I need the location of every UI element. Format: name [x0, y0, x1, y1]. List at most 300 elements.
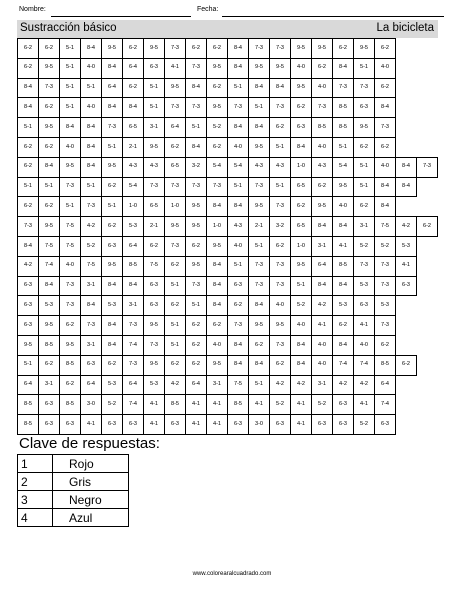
grid-cell: 5-3: [123, 217, 144, 237]
grid-cell: 3-1: [81, 276, 102, 296]
grid-cell: 4-1: [165, 58, 186, 78]
grid-cell: 9-5: [333, 177, 354, 197]
grid-cell: 5-3: [375, 296, 396, 316]
grid-cell: 9-5: [39, 217, 60, 237]
grid-cell: 4-0: [312, 137, 333, 157]
grid-row: [18, 276, 438, 296]
grid-cell: 6-5: [123, 118, 144, 138]
grid-cell: 5-3: [102, 296, 123, 316]
grid-cell: 3-2: [270, 217, 291, 237]
grid-cell: 9-5: [249, 197, 270, 217]
grid-cell: 4-1: [291, 415, 312, 435]
grid-cell: 8-4: [312, 276, 333, 296]
grid-cell: 6-3: [39, 395, 60, 415]
grid-cell: 4-3: [228, 217, 249, 237]
grid-cell: 7-3: [186, 58, 207, 78]
grid-row: [18, 118, 438, 138]
grid-cell: 6-5: [291, 217, 312, 237]
grid-cell: 3-1: [144, 118, 165, 138]
grid-cell: 5-2: [375, 236, 396, 256]
grid-cell: 5-1: [144, 78, 165, 98]
grid-cell: 8-4: [333, 58, 354, 78]
grid-cell: 7-3: [270, 335, 291, 355]
grid-cell: 7-3: [39, 78, 60, 98]
grid-cell: 9-5: [60, 335, 81, 355]
grid-cell: 6-2: [312, 58, 333, 78]
grid-cell: 7-3: [102, 118, 123, 138]
grid-cell: 4-3: [144, 157, 165, 177]
grid-cell: 5-1: [60, 98, 81, 118]
grid-cell: 7-3: [81, 197, 102, 217]
grid-cell: 6-3: [144, 276, 165, 296]
grid-cell: 3-1: [312, 375, 333, 395]
grid-cell: 8-4: [291, 335, 312, 355]
grid-cell: 8-4: [312, 217, 333, 237]
name-line: [51, 16, 191, 17]
answer-key-color: Negro: [53, 491, 129, 509]
grid-cell: 6-2: [270, 118, 291, 138]
grid-cell: 6-2: [249, 335, 270, 355]
grid-cell: 5-1: [18, 118, 39, 138]
subtraction-grid: [17, 38, 438, 435]
grid-cell: 6-2: [186, 39, 207, 59]
grid-cell: 5-1: [60, 78, 81, 98]
grid-cell: 8-4: [375, 98, 396, 118]
grid-cell: 4-2: [270, 375, 291, 395]
grid-cell: 6-3: [354, 98, 375, 118]
grid-cell: 6-2: [375, 39, 396, 59]
grid-row: [18, 395, 438, 415]
grid-cell: 6-2: [102, 177, 123, 197]
grid-cell: 5-2: [354, 236, 375, 256]
grid-cell: 4-0: [291, 316, 312, 336]
grid-cell: 6-3: [60, 415, 81, 435]
grid-cell: 5-2: [312, 395, 333, 415]
grid-cell: 6-3: [396, 276, 417, 296]
grid-cell: 5-1: [60, 58, 81, 78]
grid-cell: 7-3: [270, 197, 291, 217]
grid-cell: 6-3: [123, 415, 144, 435]
grid-cell: 3-0: [249, 415, 270, 435]
grid-cell: 6-2: [228, 296, 249, 316]
grid-cell: 8-4: [228, 39, 249, 59]
grid-cell: 9-5: [39, 118, 60, 138]
grid-cell: 6-3: [375, 415, 396, 435]
grid-cell: 6-2: [207, 39, 228, 59]
grid-cell: 4-1: [81, 415, 102, 435]
grid-cell: 6-2: [18, 197, 39, 217]
grid-cell: 5-4: [333, 157, 354, 177]
grid-cell: 6-2: [165, 355, 186, 375]
grid-cell: 8-4: [102, 98, 123, 118]
grid-cell: 5-1: [228, 256, 249, 276]
grid-cell: 2-1: [123, 137, 144, 157]
grid-cell: 6-2: [102, 217, 123, 237]
grid-cell: 5-1: [270, 177, 291, 197]
grid-cell: 8-5: [123, 256, 144, 276]
grid-cell: 1-0: [165, 197, 186, 217]
grid-row: [18, 137, 438, 157]
grid-cell: 6-2: [291, 98, 312, 118]
grid-cell: 6-3: [228, 415, 249, 435]
grid-cell: 5-1: [144, 98, 165, 118]
grid-cell: 7-5: [81, 256, 102, 276]
grid-cell: 8-5: [228, 395, 249, 415]
grid-cell: 8-5: [333, 118, 354, 138]
grid-cell: 7-3: [165, 177, 186, 197]
grid-cell: 6-2: [39, 137, 60, 157]
grid-cell: 8-4: [123, 98, 144, 118]
grid-cell: 4-3: [123, 157, 144, 177]
grid-cell: 6-2: [39, 355, 60, 375]
grid-cell: 5-2: [102, 395, 123, 415]
grid-cell: 4-1: [144, 395, 165, 415]
grid-cell: 8-5: [165, 395, 186, 415]
grid-cell: 8-4: [123, 276, 144, 296]
grid-cell: 7-3: [60, 177, 81, 197]
grid-cell: 6-2: [18, 58, 39, 78]
grid-cell: 9-5: [207, 58, 228, 78]
grid-cell: 4-1: [333, 236, 354, 256]
grid-cell: 9-5: [186, 197, 207, 217]
grid-cell: 6-5: [165, 157, 186, 177]
grid-cell: 5-1: [186, 296, 207, 316]
grid-cell: 5-1: [102, 197, 123, 217]
grid-cell: 7-3: [249, 39, 270, 59]
grid-cell: 8-5: [18, 395, 39, 415]
grid-cell: 9-5: [18, 335, 39, 355]
grid-cell: 5-1: [39, 177, 60, 197]
grid-cell: 5-1: [186, 118, 207, 138]
grid-cell: 6-2: [396, 355, 417, 375]
grid-cell: 7-3: [228, 316, 249, 336]
grid-cell: 6-4: [123, 375, 144, 395]
grid-cell: 7-3: [60, 276, 81, 296]
grid-cell: 9-5: [186, 256, 207, 276]
grid-cell: 6-2: [375, 335, 396, 355]
grid-row: [18, 58, 438, 78]
grid-cell: 7-3: [123, 316, 144, 336]
grid-cell: 5-3: [354, 276, 375, 296]
grid-cell: 8-5: [18, 415, 39, 435]
grid-cell: 8-4: [186, 78, 207, 98]
grid-cell: 8-4: [333, 335, 354, 355]
grid-cell: 7-4: [354, 355, 375, 375]
grid-cell: 6-3: [354, 296, 375, 316]
grid-cell: 4-1: [354, 395, 375, 415]
answer-key-color: Azul: [53, 509, 129, 527]
grid-cell: 6-2: [207, 316, 228, 336]
grid-cell: 6-2: [417, 217, 438, 237]
grid-cell: 6-2: [186, 355, 207, 375]
grid-cell: 7-3: [354, 78, 375, 98]
grid-cell: 5-2: [207, 118, 228, 138]
answer-key-table: [17, 454, 129, 527]
grid-cell: 2-1: [249, 217, 270, 237]
grid-row: [18, 78, 438, 98]
grid-cell: 8-5: [60, 355, 81, 375]
grid-cell: 6-2: [186, 316, 207, 336]
grid-cell: 6-4: [165, 118, 186, 138]
grid-cell: 4-0: [375, 157, 396, 177]
grid-cell: 4-1: [186, 415, 207, 435]
worksheet-title: Sustracción básico: [20, 22, 117, 34]
date-label: Fecha:: [197, 6, 219, 13]
grid-row: [18, 296, 438, 316]
grid-cell: 7-5: [60, 217, 81, 237]
grid-cell: 4-2: [18, 256, 39, 276]
grid-cell: 4-0: [333, 197, 354, 217]
grid-cell: 4-1: [186, 395, 207, 415]
grid-cell: 6-3: [144, 296, 165, 316]
grid-cell: 6-2: [39, 197, 60, 217]
grid-cell: 7-3: [270, 98, 291, 118]
grid-cell: 7-3: [165, 39, 186, 59]
answer-key-row: [18, 509, 129, 527]
grid-cell: 5-3: [333, 296, 354, 316]
grid-cell: 4-1: [291, 395, 312, 415]
grid-row: [18, 177, 438, 197]
answer-key-row: [18, 473, 129, 491]
grid-cell: 9-5: [312, 197, 333, 217]
grid-cell: 5-1: [228, 177, 249, 197]
grid-cell: 7-3: [354, 256, 375, 276]
grid-cell: 7-3: [18, 217, 39, 237]
grid-cell: 6-4: [186, 375, 207, 395]
grid-cell: 5-1: [249, 236, 270, 256]
grid-cell: 3-1: [123, 296, 144, 316]
grid-cell: 5-1: [249, 98, 270, 118]
grid-cell: 7-3: [144, 177, 165, 197]
grid-cell: 6-2: [333, 316, 354, 336]
grid-cell: 6-2: [186, 335, 207, 355]
grid-cell: 4-0: [375, 58, 396, 78]
grid-cell: 8-4: [207, 296, 228, 316]
grid-cell: 7-3: [375, 118, 396, 138]
title-band: [17, 20, 438, 38]
grid-cell: 5-2: [81, 236, 102, 256]
grid-cell: 7-3: [228, 98, 249, 118]
grid-cell: 5-1: [165, 335, 186, 355]
grid-cell: 9-5: [270, 316, 291, 336]
grid-cell: 9-5: [39, 58, 60, 78]
grid-cell: 8-5: [60, 395, 81, 415]
grid-cell: 7-3: [186, 276, 207, 296]
grid-cell: 7-4: [39, 256, 60, 276]
grid-cell: 6-2: [270, 355, 291, 375]
grid-cell: 7-3: [270, 39, 291, 59]
grid-cell: 8-4: [102, 335, 123, 355]
name-label: Nombre:: [19, 6, 46, 13]
grid-cell: 4-0: [291, 58, 312, 78]
grid-cell: 4-1: [249, 395, 270, 415]
grid-cell: 9-5: [102, 39, 123, 59]
grid-cell: 5-1: [165, 316, 186, 336]
grid-row: [18, 375, 438, 395]
grid-cell: 6-2: [102, 355, 123, 375]
grid-cell: 7-5: [39, 236, 60, 256]
grid-cell: 6-2: [18, 39, 39, 59]
date-line: [222, 16, 444, 17]
grid-row: [18, 316, 438, 336]
grid-cell: 8-5: [375, 355, 396, 375]
grid-cell: 5-1: [270, 137, 291, 157]
grid-cell: 4-1: [207, 415, 228, 435]
grid-cell: 1-0: [123, 197, 144, 217]
grid-cell: 6-4: [81, 375, 102, 395]
grid-row: [18, 236, 438, 256]
grid-cell: 7-3: [249, 276, 270, 296]
grid-cell: 6-2: [144, 236, 165, 256]
grid-cell: 7-4: [375, 395, 396, 415]
grid-cell: 4-0: [312, 355, 333, 375]
grid-cell: 7-3: [144, 335, 165, 355]
grid-cell: 7-3: [249, 177, 270, 197]
grid-cell: 6-2: [375, 78, 396, 98]
grid-cell: 8-4: [102, 58, 123, 78]
grid-cell: 3-2: [186, 157, 207, 177]
grid-cell: 5-2: [270, 395, 291, 415]
grid-cell: 6-3: [291, 118, 312, 138]
grid-cell: 8-5: [39, 335, 60, 355]
grid-cell: 9-5: [165, 217, 186, 237]
grid-cell: 3-1: [312, 236, 333, 256]
grid-row: [18, 335, 438, 355]
answer-key-number: 2: [18, 473, 53, 491]
grid-cell: 5-1: [354, 157, 375, 177]
grid-cell: 7-3: [312, 98, 333, 118]
grid-cell: 3-1: [39, 375, 60, 395]
grid-cell: 5-2: [354, 415, 375, 435]
grid-cell: 8-4: [102, 316, 123, 336]
grid-cell: 4-1: [396, 256, 417, 276]
grid-cell: 7-3: [333, 78, 354, 98]
grid-cell: 4-1: [207, 395, 228, 415]
grid-cell: 1-0: [207, 217, 228, 237]
grid-cell: 4-1: [354, 316, 375, 336]
grid-cell: 9-5: [144, 137, 165, 157]
grid-cell: 6-2: [375, 137, 396, 157]
grid-cell: 6-4: [123, 236, 144, 256]
grid-cell: 6-2: [60, 375, 81, 395]
grid-cell: 9-5: [249, 316, 270, 336]
grid-cell: 5-1: [60, 39, 81, 59]
grid-cell: 9-5: [354, 118, 375, 138]
grid-cell: 6-2: [312, 177, 333, 197]
grid-cell: 6-2: [333, 39, 354, 59]
grid-cell: 8-4: [396, 157, 417, 177]
grid-cell: 7-3: [375, 316, 396, 336]
header: [17, 4, 444, 18]
grid-cell: 8-4: [81, 157, 102, 177]
grid-cell: 7-5: [375, 217, 396, 237]
grid-cell: 6-2: [165, 137, 186, 157]
grid-cell: 8-5: [333, 98, 354, 118]
grid-cell: 7-3: [165, 98, 186, 118]
grid-cell: 6-4: [312, 256, 333, 276]
grid-cell: 7-3: [165, 236, 186, 256]
grid-cell: 8-4: [228, 58, 249, 78]
grid-cell: 7-5: [60, 236, 81, 256]
answer-key-title: Clave de respuestas:: [19, 435, 160, 452]
grid-cell: 9-5: [39, 316, 60, 336]
grid-cell: 5-1: [354, 58, 375, 78]
answer-key-number: 4: [18, 509, 53, 527]
grid-cell: 9-5: [144, 316, 165, 336]
grid-cell: 7-5: [144, 256, 165, 276]
grid-cell: 5-1: [165, 276, 186, 296]
grid-cell: 8-4: [375, 197, 396, 217]
grid-cell: 5-3: [144, 375, 165, 395]
grid-cell: 4-0: [354, 335, 375, 355]
grid-cell: 9-5: [270, 58, 291, 78]
grid-cell: 7-3: [186, 177, 207, 197]
grid-cell: 5-2: [291, 296, 312, 316]
grid-cell: 7-3: [249, 256, 270, 276]
grid-cell: 8-4: [228, 355, 249, 375]
grid-cell: 5-1: [333, 137, 354, 157]
grid-cell: 6-2: [165, 296, 186, 316]
grid-cell: 5-1: [102, 137, 123, 157]
grid-cell: 9-5: [249, 58, 270, 78]
grid-cell: 8-4: [81, 296, 102, 316]
grid-cell: 4-1: [144, 415, 165, 435]
grid-cell: 6-4: [102, 78, 123, 98]
grid-table: [17, 38, 438, 435]
grid-cell: 6-2: [270, 236, 291, 256]
grid-cell: 6-2: [123, 39, 144, 59]
grid-cell: 7-3: [375, 276, 396, 296]
grid-cell: 6-2: [186, 236, 207, 256]
grid-cell: 6-2: [354, 137, 375, 157]
grid-cell: 6-5: [291, 177, 312, 197]
grid-cell: 8-4: [207, 276, 228, 296]
grid-cell: 8-4: [207, 256, 228, 276]
grid-cell: 6-2: [39, 98, 60, 118]
grid-cell: 8-4: [333, 217, 354, 237]
grid-cell: 5-1: [228, 78, 249, 98]
grid-cell: 6-3: [312, 415, 333, 435]
grid-cell: 7-3: [81, 316, 102, 336]
grid-cell: 6-3: [102, 236, 123, 256]
grid-cell: 6-3: [270, 415, 291, 435]
grid-cell: 8-5: [312, 118, 333, 138]
grid-cell: 5-1: [18, 177, 39, 197]
grid-cell: 5-3: [102, 375, 123, 395]
answer-key-row: [18, 455, 129, 473]
grid-cell: 4-3: [270, 157, 291, 177]
grid-row: [18, 98, 438, 118]
grid-cell: 9-5: [144, 39, 165, 59]
grid-cell: 1-0: [291, 236, 312, 256]
grid-cell: 6-2: [165, 256, 186, 276]
grid-cell: 5-4: [228, 157, 249, 177]
grid-cell: 7-3: [375, 256, 396, 276]
grid-cell: 9-5: [291, 39, 312, 59]
grid-cell: 3-1: [207, 375, 228, 395]
grid-cell: 5-1: [291, 276, 312, 296]
grid-cell: 6-2: [123, 78, 144, 98]
grid-cell: 7-5: [228, 375, 249, 395]
grid-cell: 8-4: [18, 78, 39, 98]
grid-cell: 8-4: [81, 118, 102, 138]
grid-cell: 8-4: [207, 197, 228, 217]
answer-key-number: 3: [18, 491, 53, 509]
grid-cell: 8-4: [60, 118, 81, 138]
grid-cell: 7-3: [417, 157, 438, 177]
grid-cell: 7-3: [207, 177, 228, 197]
grid-cell: 5-1: [81, 177, 102, 197]
